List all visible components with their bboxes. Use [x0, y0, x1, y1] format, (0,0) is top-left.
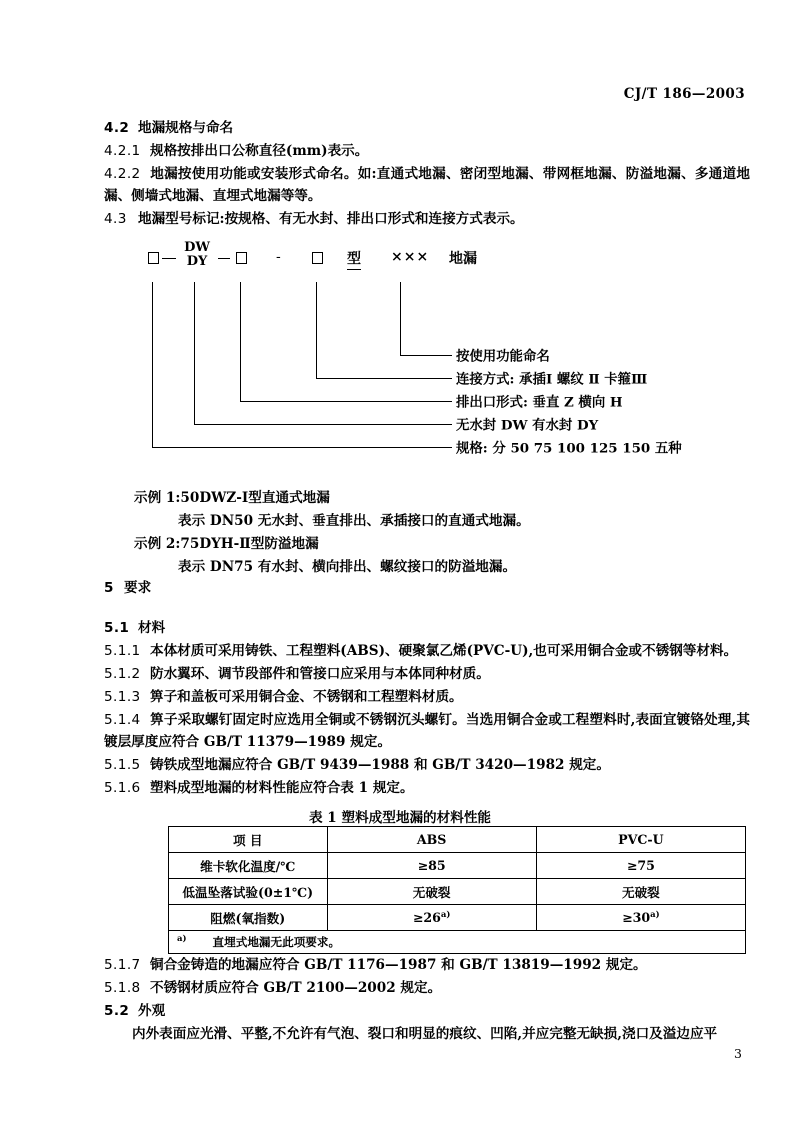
clause-text: 不锈钢材质应符合 GB/T 2100—2002 规定。	[150, 980, 442, 996]
section-5-heading-block	[104, 578, 750, 601]
designation-diagram	[104, 236, 764, 476]
row-label-flame: 阻燃(氧指数)	[169, 905, 328, 931]
clause-5-1-3	[104, 687, 750, 709]
table-footnote-row	[169, 931, 746, 954]
running-header-standard-number: CJ/T 186—2003	[623, 86, 745, 102]
clause-5-1-5	[104, 755, 750, 777]
clause-number: 5.1.8	[104, 980, 141, 996]
table-footnote	[169, 931, 746, 954]
column-header-pvcu: PVC-U	[536, 827, 745, 853]
section-4-2-block	[104, 118, 750, 232]
leader-hline-function	[400, 355, 452, 356]
leader-vline-outlet	[240, 282, 241, 401]
clause-5-1-7	[104, 955, 750, 977]
table-row	[169, 853, 746, 879]
table-row	[169, 905, 746, 931]
clause-text: 规格按排出口公称直径(mm)表示。	[150, 143, 369, 159]
leader-label-connection: 连接方式: 承插Ⅰ 螺纹 Ⅱ 卡箍Ⅲ	[456, 371, 648, 388]
cell-flame-abs	[327, 905, 536, 931]
leader-label-function: 按使用功能命名	[456, 348, 550, 365]
clause-number: 5.1.2	[104, 666, 141, 682]
clause-text: 塑料成型地漏的材料性能应符合表 1 规定。	[150, 779, 414, 796]
cell-vicat-abs: ≥85	[327, 853, 536, 879]
leader-hline-water-seal	[194, 424, 452, 425]
clause-5-1-6	[104, 778, 750, 800]
cell-value: ≥26	[412, 910, 441, 926]
heading-5-1	[104, 618, 750, 640]
clause-number: 5.1.5	[104, 756, 141, 773]
spec-placeholder-box	[148, 252, 159, 264]
cell-drop-abs: 无破裂	[327, 879, 536, 905]
clause-number: 5.1.1	[104, 643, 141, 659]
table-1-caption: 表 1 塑料成型地漏的材料性能	[308, 810, 492, 826]
section-5-1-block	[104, 618, 750, 801]
column-header-item: 项 目	[169, 827, 328, 853]
table-header-row	[169, 827, 746, 853]
heading-5	[104, 578, 750, 600]
clause-text: 防水翼环、调节段部件和管接口应采用与本体同种材质。	[150, 666, 490, 682]
fraction-right-rule	[218, 258, 230, 259]
leader-vline-water-seal	[194, 282, 195, 424]
leader-vline-function	[400, 282, 401, 355]
heading-4-2	[104, 118, 750, 140]
clause-5-1-8	[104, 978, 750, 1000]
clause-title: 材料	[138, 620, 166, 636]
clause-text: 本体材质可采用铸铁、工程塑料(ABS)、硬聚氯乙烯(PVC-U),也可采用铜合金或不锈钢等材料。	[150, 643, 738, 659]
formula-crosses: ×××	[391, 249, 430, 265]
designation-formula	[104, 236, 764, 282]
clause-number: 5	[104, 580, 114, 596]
outlet-placeholder-box	[236, 252, 247, 264]
clause-4-2-1	[104, 141, 750, 163]
leader-hline-spec	[152, 447, 452, 448]
clause-4-2-2	[104, 164, 750, 207]
leader-label-outlet: 排出口形式: 垂直 Z 横向 H	[456, 394, 623, 411]
clause-text: 箅子和盖板可采用铜合金、不锈钢和工程塑料材质。	[150, 689, 463, 705]
cell-value: ≥30	[622, 910, 651, 926]
cell-vicat-pvcu: ≥75	[536, 853, 745, 879]
leader-hline-connection	[316, 378, 452, 379]
example-2-title: 示例 2:75DYH-Ⅱ型防溢地漏	[134, 536, 319, 552]
leader-hline-outlet	[240, 401, 452, 402]
clause-5-1-4	[104, 710, 750, 753]
heading-5-2	[104, 1001, 750, 1023]
clause-number: 4.3	[104, 210, 127, 227]
example-1-body: 表示 DN50 无水封、垂直排出、承插接口的直通式地漏。	[178, 513, 530, 529]
leader-vline-spec	[152, 282, 153, 447]
clause-title: 外观	[138, 1003, 166, 1019]
footnote-marker: a)	[440, 909, 451, 920]
cell-flame-pvcu	[536, 905, 745, 931]
clause-text: 地漏按使用功能或安装形式命名。如:直通式地漏、密闭型地漏、带网框地漏、防溢地漏、多通道地漏、侧墙式地漏、直埋式地漏等等。	[104, 166, 750, 204]
fraction-denominator: DY	[186, 254, 208, 269]
clause-5-2-body: 内外表面应光滑、平整,不允许有气泡、裂口和明显的痕纹、凹陷,并应完整无缺损,浇口及溢边应平	[132, 1026, 718, 1042]
clause-5-1-1	[104, 641, 750, 663]
clause-text: 箅子采取螺钉固定时应选用全铜或不锈钢沉头螺钉。当选用铜合金或工程塑料时,表面宜镀铬处理,其镀层厚度应符合 GB/T 11379—1989 规定。	[104, 712, 750, 750]
formula-type-char: 型	[347, 248, 361, 270]
footnote-marker: a)	[650, 909, 660, 920]
examples-block	[104, 488, 750, 580]
clause-number: 5.1	[104, 620, 130, 636]
connection-placeholder-box	[312, 252, 323, 264]
row-label-drop-test: 低温坠落试验(0±1℃)	[169, 879, 328, 905]
clause-text: 铜合金铸造的地漏应符合 GB/T 1176—1987 和 GB/T 13819—1992 规定。	[150, 957, 647, 973]
clause-number: 5.1.7	[104, 957, 141, 973]
clause-title: 地漏规格与命名	[138, 120, 234, 136]
fraction-numerator: DW	[184, 240, 210, 255]
example-2-body: 表示 DN75 有水封、横向排出、螺纹接口的防溢地漏。	[178, 559, 517, 575]
clause-number: 4.2.1	[104, 143, 141, 159]
leader-label-water-seal: 无水封 DW 有水封 DY	[456, 417, 599, 434]
cell-drop-pvcu: 无破裂	[536, 879, 745, 905]
clause-title: 要求	[124, 580, 152, 596]
example-1-title: 示例 1:50DWZ-Ⅰ型直通式地漏	[134, 490, 330, 506]
fraction-left-rule	[162, 258, 176, 259]
water-seal-fraction	[176, 241, 218, 269]
clause-number: 5.1.4	[104, 712, 141, 728]
row-label-vicat: 维卡软化温度/℃	[169, 853, 328, 879]
clause-text: 地漏型号标记:按规格、有无水封、排出口形式和连接方式表示。	[138, 210, 524, 227]
formula-tail-word: 地漏	[449, 251, 477, 267]
clause-number: 4.2	[104, 120, 130, 136]
table-row	[169, 879, 746, 905]
footnote-marker: a)	[177, 934, 187, 945]
page-number: 3	[734, 1046, 742, 1061]
clause-number: 5.1.6	[104, 779, 141, 796]
clause-text: 铸铁成型地漏应符合 GB/T 9439—1988 和 GB/T 3420—1982 规定。	[150, 756, 610, 773]
section-5-1-tail-block	[104, 955, 750, 1047]
formula-dash: -	[276, 249, 281, 265]
column-header-abs: ABS	[327, 827, 536, 853]
clause-4-3	[104, 209, 750, 231]
clause-5-1-2	[104, 664, 750, 686]
leader-vline-connection	[316, 282, 317, 378]
leader-label-spec: 规格: 分 50 75 100 125 150 五种	[456, 440, 682, 457]
clause-number: 5.2	[104, 1003, 130, 1019]
clause-number: 5.1.3	[104, 689, 141, 705]
table-1	[168, 826, 746, 954]
clause-number: 4.2.2	[104, 166, 141, 182]
footnote-text: 直埋式地漏无此项要求。	[212, 935, 341, 949]
